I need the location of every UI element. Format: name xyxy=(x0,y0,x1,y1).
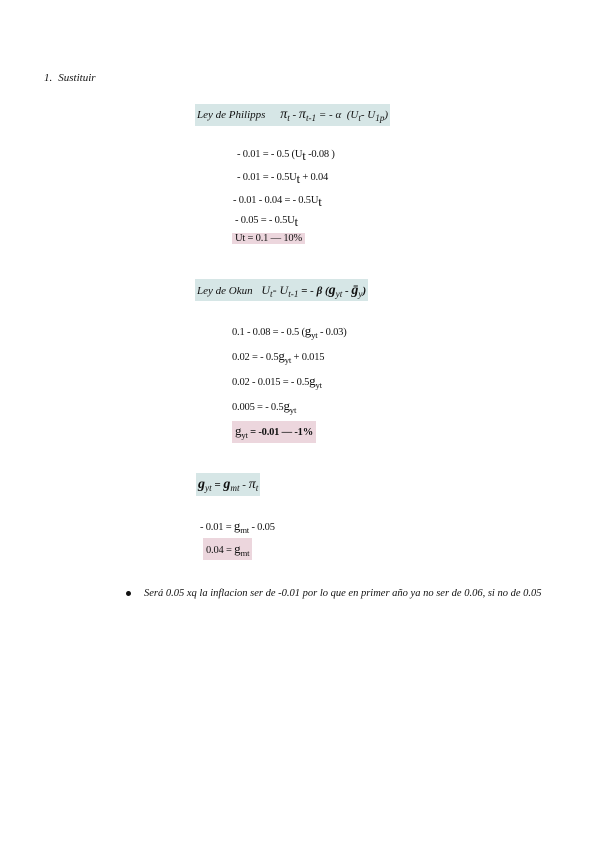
section-number: 1. xyxy=(44,72,53,84)
okun-step-3 xyxy=(232,373,322,390)
step-text-post: + 0.015 xyxy=(291,352,325,363)
step-text-post: + 0.04 xyxy=(299,171,329,183)
step-sub: yt xyxy=(284,355,292,366)
phillips-result: Ut = 0.1 — 10% xyxy=(232,233,305,244)
okun-step-2 xyxy=(232,348,324,365)
phillips-u-natural: - U xyxy=(360,109,376,121)
okun-law-name: Ley de Okun xyxy=(197,285,253,297)
phillips-step-2 xyxy=(237,171,328,187)
step-g: g xyxy=(309,373,316,388)
phillips-step-4 xyxy=(235,214,298,230)
okun-g: g xyxy=(328,283,336,298)
step-text: - 0.01 = - 0.5 (U xyxy=(237,148,303,160)
phillips-sub-t1: t-1 xyxy=(305,113,317,124)
growth-sub-yt: yt xyxy=(205,483,212,494)
step-sub: t xyxy=(296,171,300,186)
step-sub: yt xyxy=(315,380,322,391)
phillips-formula xyxy=(195,104,390,126)
bullet-dot-icon xyxy=(126,591,131,596)
growth-g-m: g xyxy=(223,477,231,492)
okun-result-g: g xyxy=(235,423,242,438)
phillips-step-3 xyxy=(233,194,322,210)
phillips-u-open: (U xyxy=(346,109,359,121)
okun-u: U xyxy=(261,283,271,297)
pi-symbol: π xyxy=(280,107,288,122)
step-sub: yt xyxy=(289,405,297,416)
phillips-sub-t2: t xyxy=(358,113,361,124)
growth-g-y: g xyxy=(198,477,205,492)
phillips-sub-n: 1p xyxy=(375,113,385,124)
step-sub: yt xyxy=(311,330,318,341)
okun-formula xyxy=(195,279,368,301)
phillips-equals: = - xyxy=(316,109,336,121)
step-sub: t xyxy=(318,194,322,209)
okun-close: ) xyxy=(362,285,367,297)
phillips-close: ) xyxy=(384,109,389,121)
section-title: Sustituir xyxy=(58,72,96,84)
step-text-post: - 0.03) xyxy=(317,327,347,338)
phillips-minus: - xyxy=(289,109,299,121)
step-g: g xyxy=(304,323,312,338)
growth-result-value: 0.04 = xyxy=(206,545,235,556)
pi-symbol-2: π xyxy=(298,107,306,122)
okun-sub-t1: t-1 xyxy=(288,289,299,300)
alpha-symbol: α xyxy=(335,109,342,121)
bullet-text: Será 0.05 xq la inflacion ser de -0.01 por lo que en primer año ya no ser de 0.06, si no de 0.05 xyxy=(144,588,542,599)
okun-step-4 xyxy=(232,398,296,415)
step-sub: t xyxy=(294,214,298,229)
growth-step-1 xyxy=(200,518,275,535)
okun-sub-yt: yt xyxy=(335,289,343,300)
section-heading xyxy=(44,72,96,84)
growth-formula xyxy=(196,473,260,496)
step-g: g xyxy=(283,398,290,413)
okun-beta: = - β ( xyxy=(298,285,329,297)
okun-result-value: = -0.01 — -1% xyxy=(247,427,314,438)
okun-step-1 xyxy=(232,323,347,340)
phillips-law-name: Ley de Philipps xyxy=(197,109,266,121)
step-text: - 0.05 = - 0.5U xyxy=(235,214,295,226)
okun-gbar: ḡ xyxy=(351,283,359,298)
step-sub: mt xyxy=(240,525,250,536)
growth-sub-mt: mt xyxy=(230,483,240,494)
step-text: - 0.01 = xyxy=(200,522,234,533)
okun-result-sub: yt xyxy=(241,430,248,441)
step-g: g xyxy=(278,348,285,363)
step-g: g xyxy=(233,518,241,533)
growth-result xyxy=(203,538,252,560)
growth-pi: π xyxy=(248,477,256,492)
growth-sub-t: t xyxy=(255,483,259,494)
growth-eq: = xyxy=(211,479,224,491)
okun-minus: - xyxy=(342,285,352,297)
step-text-post: -0.08 ) xyxy=(305,148,335,160)
step-text: 0.1 - 0.08 = - 0.5 ( xyxy=(232,327,305,338)
growth-result-sub: mt xyxy=(240,548,250,559)
step-sub: t xyxy=(302,148,306,163)
step-text-post: - 0.05 xyxy=(249,522,275,533)
step-text: 0.02 = - 0.5 xyxy=(232,352,279,363)
okun-minus-u: - U xyxy=(272,283,289,297)
okun-sub-t: t xyxy=(270,289,273,300)
okun-sub-y: y xyxy=(358,289,363,300)
okun-result xyxy=(232,421,316,443)
step-text: - 0.01 - 0.04 = - 0.5U xyxy=(233,194,319,206)
phillips-sub-t: t xyxy=(287,113,290,124)
step-text: 0.005 = - 0.5 xyxy=(232,402,284,413)
step-text: - 0.01 = - 0.5U xyxy=(237,171,297,183)
step-text: 0.02 - 0.015 = - 0.5 xyxy=(232,377,310,388)
growth-minus: - xyxy=(239,479,249,491)
growth-result-g: g xyxy=(234,541,241,556)
phillips-step-1 xyxy=(237,148,335,164)
